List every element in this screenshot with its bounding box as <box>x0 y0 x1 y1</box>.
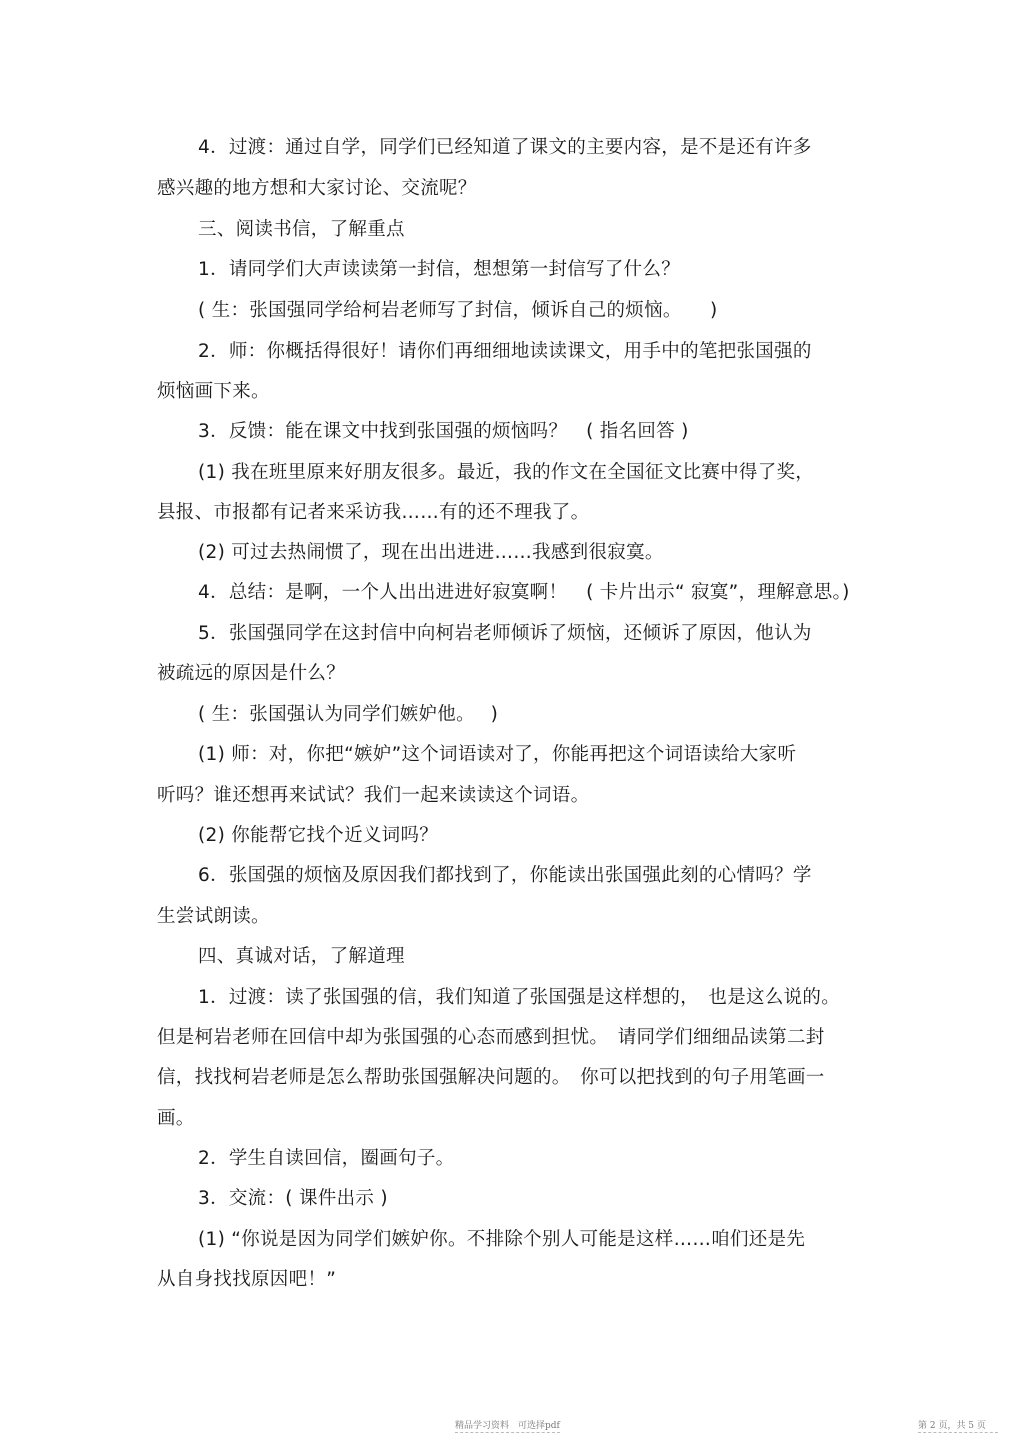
text-line: 感兴趣的地方想和大家讨论、交流呢？ <box>157 178 477 199</box>
text-line: 1．请同学们大声读读第一封信，想想第一封信写了什么？ <box>198 259 681 280</box>
text-line: ( 生：张国强认为同学们嫉妒他。 ) <box>198 704 499 725</box>
footer-divider <box>455 1432 560 1433</box>
text-line: 生尝试朗读。 <box>157 906 270 927</box>
text-line: (2) 可过去热闹惯了，现在出出进进……我感到很寂寞。 <box>198 542 664 563</box>
text-line: 信，找找柯岩老师是怎么帮助张国强解决问题的。 你可以把找到的句子用笔画一 <box>157 1067 825 1088</box>
text-line: 从自身找找原因吧！” <box>157 1269 337 1290</box>
text-line: 3．交流：( 课件出示 ) <box>198 1188 388 1209</box>
text-line: 4．总结：是啊，一个人出出进进好寂寞啊！ ( 卡片出示“ 寂寞”，理解意思。) <box>198 582 850 603</box>
text-line: 烦恼画下来。 <box>157 381 270 402</box>
footer-divider <box>918 1432 998 1433</box>
section-heading: 三、阅读书信，了解重点 <box>198 219 405 240</box>
text-line: 县报、市报都有记者来采访我……有的还不理我了。 <box>157 502 590 523</box>
text-line: 听吗？谁还想再来试试？我们一起来读读这个词语。 <box>157 785 590 806</box>
text-line: (2) 你能帮它找个近义词吗？ <box>198 825 439 846</box>
text-line: 被疏远的原因是什么？ <box>157 663 346 684</box>
text-line: 1．过渡：读了张国强的信，我们知道了张国强是这样想的， 也是这么说的。 <box>198 987 841 1008</box>
text-line: ( 生：张国强同学给柯岩老师写了封信，倾诉自己的烦恼。 ) <box>198 300 718 321</box>
text-line: 画。 <box>157 1108 195 1129</box>
footer-watermark: 精品学习资料 可选择pdf <box>455 1421 560 1431</box>
text-line: (1) 师：对，你把“嫉妒”这个词语读对了，你能再把这个词语读给大家听 <box>198 744 797 765</box>
text-line: 2．学生自读回信，圈画句子。 <box>198 1148 455 1169</box>
text-line: 6．张国强的烦恼及原因我们都找到了，你能读出张国强此刻的心情吗？学 <box>198 865 812 886</box>
text-line: 3．反馈：能在课文中找到张国强的烦恼吗？ ( 指名回答 ) <box>198 421 689 442</box>
text-line: 但是柯岩老师在回信中却为张国强的心态而感到担忧。 请同学们细细品读第二封 <box>157 1027 825 1048</box>
text-line: 4．过渡：通过自学，同学们已经知道了课文的主要内容，是不是还有许多 <box>198 137 812 158</box>
text-line: (1) 我在班里原来好朋友很多。最近，我的作文在全国征文比赛中得了奖， <box>198 462 815 483</box>
page-number: 第 2 页，共 5 页 <box>918 1421 986 1431</box>
text-line: 5．张国强同学在这封信中向柯岩老师倾诉了烦恼，还倾诉了原因，他认为 <box>198 623 812 644</box>
text-line: (1) “你说是因为同学们嫉妒你。不排除个别人可能是这样……咱们还是先 <box>198 1229 806 1250</box>
text-line: 2．师：你概括得很好！请你们再细细地读读课文，用手中的笔把张国强的 <box>198 341 812 362</box>
section-heading: 四、真诚对话，了解道理 <box>198 946 405 967</box>
